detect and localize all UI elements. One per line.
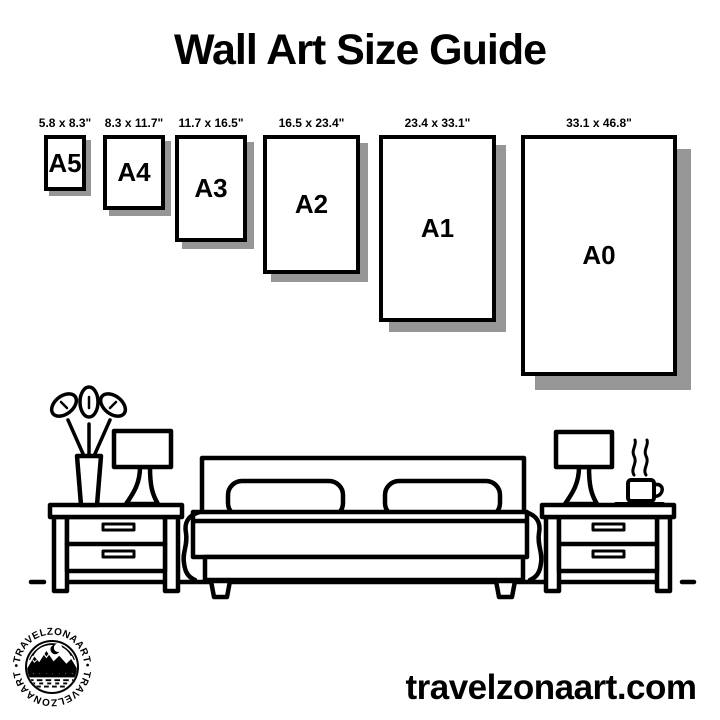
- nightstand-top: [50, 505, 182, 517]
- frame-a2: [263, 117, 360, 274]
- drawer-handle: [593, 551, 624, 557]
- frame-a5: [38, 116, 92, 191]
- frame-size-label: 11.7 x 16.5": [178, 116, 244, 130]
- frame-a0: [521, 117, 677, 376]
- frame-a4: [103, 117, 165, 210]
- logo-ring-text-top: •TRAVELZONAART•: [12, 627, 92, 668]
- frame-box: [103, 135, 165, 210]
- frame-box: [263, 135, 360, 274]
- nightstand-left: [50, 505, 182, 591]
- nightstand-top: [542, 505, 674, 517]
- website-text: travelzonaart.com: [405, 668, 697, 707]
- frame-box: [44, 135, 86, 191]
- double-bed: [184, 458, 542, 597]
- drawer-handle: [103, 524, 134, 530]
- table-lamp-right: [556, 432, 612, 504]
- frame-name-label: A1: [420, 213, 455, 243]
- cup: [628, 480, 654, 501]
- lamp-shade: [556, 432, 612, 467]
- page-title: Wall Art Size Guide: [173, 26, 547, 74]
- frame-name-label: A3: [194, 173, 228, 203]
- frame-size-label: 33.1 x 46.8": [566, 116, 632, 130]
- bed-base: [205, 557, 523, 580]
- lamp-stem: [565, 467, 597, 504]
- steam-icon: [645, 440, 648, 475]
- frame-a1: [379, 117, 496, 322]
- bed-leg-right: [496, 581, 515, 597]
- frame-size-label: 16.5 x 23.4": [278, 116, 345, 130]
- steam-icon: [633, 440, 636, 475]
- coffee-cup-icon: [616, 440, 663, 504]
- frame-name-label: A5: [48, 147, 82, 178]
- frame-size-label: 8.3 x 11.7": [104, 116, 164, 130]
- logo-ring-text-bottom: TRAVELZONAART: [12, 669, 92, 707]
- frame-size-label: 23.4 x 33.1": [404, 116, 471, 130]
- frame-a3: [175, 117, 247, 242]
- vase: [77, 456, 101, 505]
- frame-name-label: A2: [294, 189, 329, 219]
- bed-leg-left: [211, 581, 230, 597]
- frame-box: [521, 135, 677, 376]
- drawer-handle: [103, 551, 134, 557]
- bedroom-illustration: [0, 383, 720, 603]
- travelzonaart-logo: [12, 627, 92, 707]
- frame-name-label: A0: [582, 240, 616, 270]
- frame-box: [379, 135, 496, 322]
- nightstand-right: [542, 505, 674, 591]
- frame-name-label: A4: [117, 157, 151, 187]
- lamp-stem: [126, 467, 158, 504]
- drawer-handle: [593, 524, 624, 530]
- frame-box: [175, 135, 247, 242]
- lamp-shade: [114, 431, 171, 467]
- frame-size-label: 5.8 x 8.3": [38, 116, 92, 130]
- table-lamp-left: [114, 431, 171, 504]
